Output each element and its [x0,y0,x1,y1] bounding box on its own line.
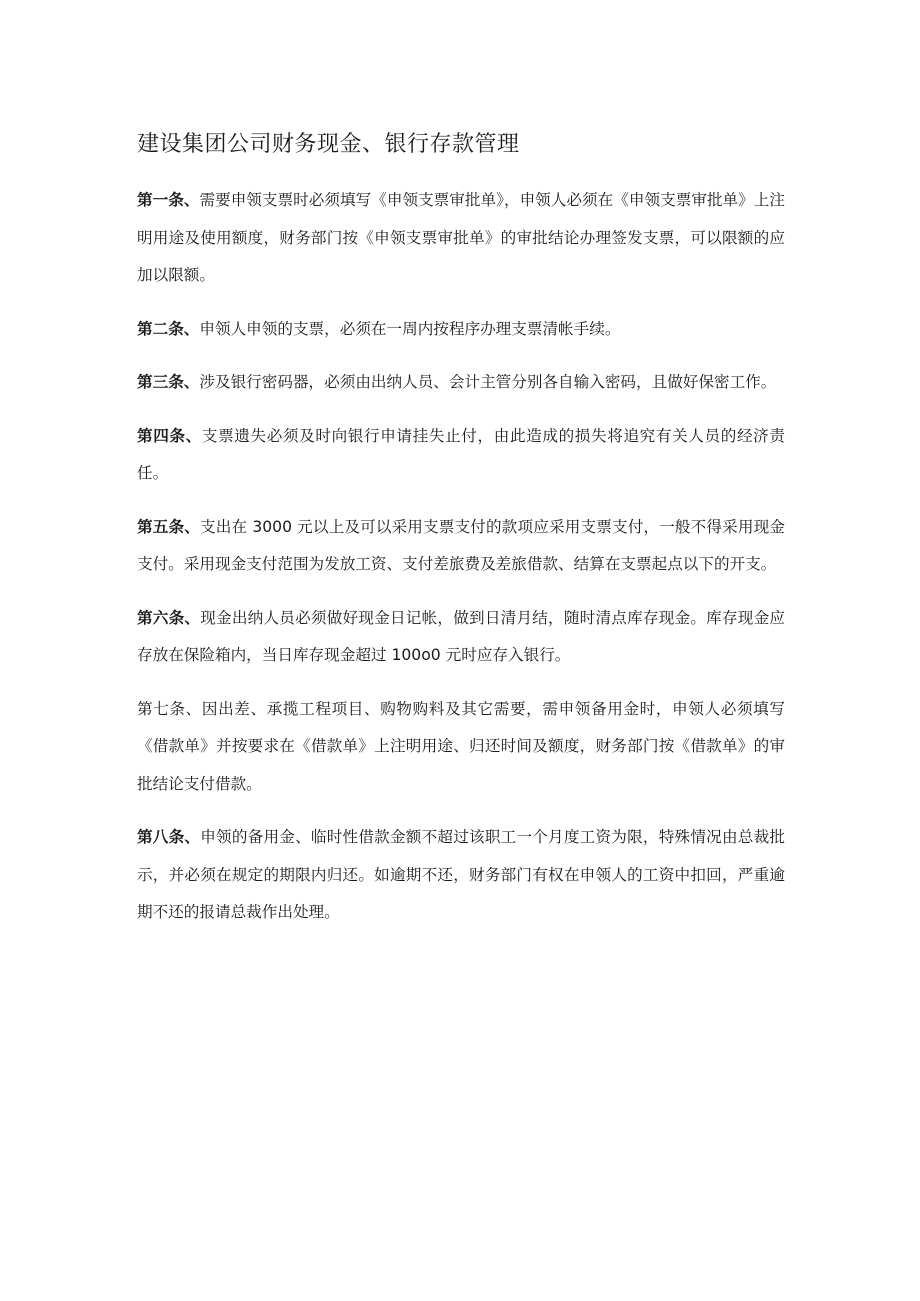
article-4 [137,418,785,493]
article-5 [137,509,785,584]
article-text: 需要申领支票时必须填写《申领支票审批单》，申领人必须在《申领支票审批单》上注明用途及使用额度，财务部门按《申领支票审批单》的审批结论办理签发支票，可以限额的应加以限额。 [137,191,785,284]
article-label: 第四条、 [137,426,202,445]
article-text: 申领人申领的支票，必须在一周内按程序办理支票清帐手续。 [199,319,621,338]
article-7 [137,691,785,804]
article-label: 第三条、 [137,373,200,391]
document-body [137,182,785,948]
article-8 [137,819,785,932]
article-text: 因出差、承揽工程项目、购物购料及其它需要，需申领备用金时，申领人必须填写《借款单》并按要求在《借款单》上注明用途、归还时间及额度，财务部门按《借款单》的审批结论支付借款。 [137,699,785,793]
article-3 [137,364,785,402]
article-2 [137,311,785,349]
article-text: 涉及银行密码器，必须由出纳人员、会计主管分别各自输入密码，且做好保密工作。 [199,373,777,391]
article-text: 支出在 3000 元以上及可以采用支票支付的款项应采用支票支付，一般不得采用现金支付。采用现金支付范围为发放工资、支付差旅费及差旅借款、结算在支票起点以下的开支。 [137,517,785,573]
article-label: 第七条、 [137,699,202,718]
article-label: 第八条、 [137,828,201,846]
article-text: 申领的备用金、临时性借款金额不超过该职工一个月度工资为限，特殊情况由总裁批示，并必须在规定的期限内归还。如逾期不还，财务部门有权在申领人的工资中扣回，严重逾期不还的报请总裁作出处理。 [137,828,785,921]
article-label: 第一条、 [137,191,200,209]
article-1 [137,182,785,295]
article-text: 支票遗失必须及时向银行申请挂失止付，由此造成的损失将追究有关人员的经济责任。 [137,426,785,482]
article-label: 第六条、 [137,608,201,627]
article-label: 第二条、 [137,319,200,338]
article-label: 第五条、 [137,517,200,536]
article-6 [137,600,785,675]
document-title: 建设集团公司财务现金、银行存款管理 [137,132,520,157]
article-text: 现金出纳人员必须做好现金日记帐，做到日清月结，随时清点库存现金。库存现金应存放在保险箱内，当日库存现金超过 100o0 元时应存入银行。 [137,608,785,664]
